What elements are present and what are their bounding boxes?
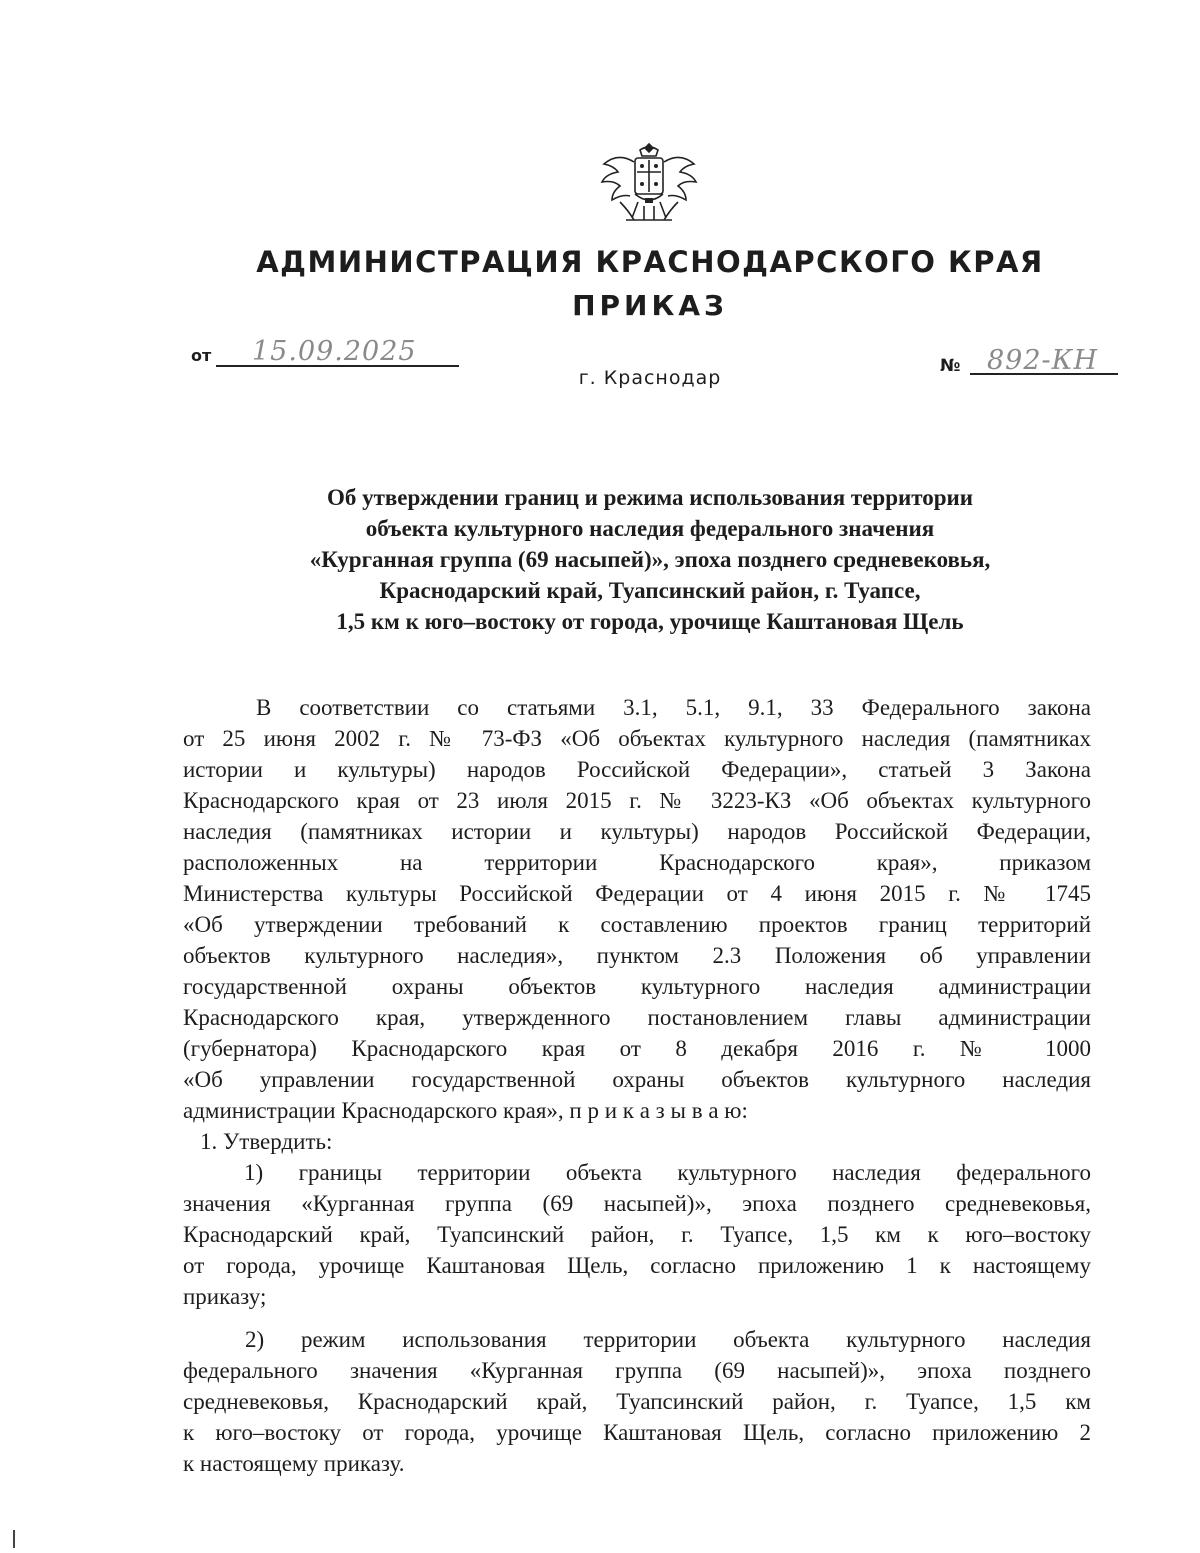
text-line: значения «Курганная группа (69 насыпей)», эпоха позднего средневековья, (183, 1191, 1091, 1216)
organization-name: АДМИНИСТРАЦИЯ КРАСНОДАРСКОГО КРАЯ (256, 245, 1044, 279)
text-line: объектов культурного наследия», пунктом 2.3 Положения об управлении (183, 943, 1091, 968)
text-line: к юго–востоку от города, урочище Каштановая Щель, согласно приложению 2 (183, 1420, 1091, 1445)
text-line: истории и культуры) народов Российской Федерации», статьей 3 Закона (183, 757, 1091, 782)
text-line: от города, урочище Каштановая Щель, согласно приложению 1 к настоящему (183, 1253, 1091, 1278)
text-line: федерального значения «Курганная группа (69 насыпей)», эпоха позднего (183, 1358, 1091, 1383)
city-line: г. Краснодар (578, 367, 722, 389)
text-line: к настоящему приказу. (183, 1451, 405, 1476)
title-line: Краснодарский край, Туапсинский район, г. Туапсе, (379, 578, 921, 603)
text-line: наследия (памятниках истории и культуры) народов Российской Федерации, (183, 819, 1091, 844)
text-line: Краснодарского края, утвержденного постановлением главы администрации (183, 1005, 1091, 1030)
document-body (183, 692, 1091, 1479)
subitem-2-paragraph (183, 1324, 1091, 1479)
text-line: 1) границы территории объекта культурного наследия федерального (244, 1160, 1091, 1185)
text-line: расположенных на территории Краснодарского края», приказом (183, 850, 1091, 875)
coat-of-arms-emblem (596, 140, 702, 224)
text-line: администрации Краснодарского края», п р и к а з ы в а ю: (183, 1098, 748, 1123)
text-line: Краснодарский край, Туапсинский район, г. Туапсе, 1,5 км к юго–востоку (183, 1222, 1091, 1247)
date-handwritten: 15.09.2025 (252, 336, 417, 367)
text-line: от 25 июня 2002 г. № 73-ФЗ «Об объектах культурного наследия (памятниках (183, 726, 1091, 751)
text-line: государственной охраны объектов культурного наследия администрации (183, 974, 1091, 999)
subitem-1-paragraph (183, 1157, 1091, 1312)
date-label: от (191, 346, 212, 365)
scan-margin-mark (13, 1530, 15, 1548)
number-label: № (940, 356, 961, 376)
title-line: 1,5 км к юго–востоку от города, урочище Каштановая Щель (336, 609, 964, 634)
text-line: В соответствии со статьями 3.1, 5.1, 9.1, 33 Федерального закона (256, 695, 1091, 720)
text-line: Краснодарского края от 23 июля 2015 г. № 3223-КЗ «Об объектах культурного (183, 788, 1091, 813)
text-line: 2) режим использования территории объекта культурного наследия (245, 1327, 1091, 1352)
title-line: «Курганная группа (69 насыпей)», эпоха позднего средневековья, (309, 547, 991, 572)
text-line: «Об утверждении требований к составлению проектов границ территорий (183, 912, 1091, 937)
text-line: «Об управлении государственной охраны объектов культурного наследия (183, 1067, 1091, 1092)
preamble-paragraph (183, 692, 1091, 1126)
text-line: (губернатора) Краснодарского края от 8 декабря 2016 г. № 1000 (183, 1036, 1091, 1061)
number-handwritten: 892-КН (987, 345, 1099, 376)
title-line: Об утверждении границ и режима использования территории (326, 485, 974, 510)
item-1-heading: 1. Утвердить: (200, 1129, 333, 1154)
title-line: объекта культурного наследия федерального значения (365, 516, 935, 541)
text-line: средневековья, Краснодарский край, Туапсинский район, г. Туапсе, 1,5 км (183, 1389, 1091, 1414)
text-line: Министерства культуры Российской Федерации от 4 июня 2015 г. № 1745 (183, 881, 1091, 906)
text-line: приказу; (183, 1284, 267, 1309)
document-type: ПРИКАЗ (572, 289, 728, 322)
document-title (190, 482, 1110, 637)
